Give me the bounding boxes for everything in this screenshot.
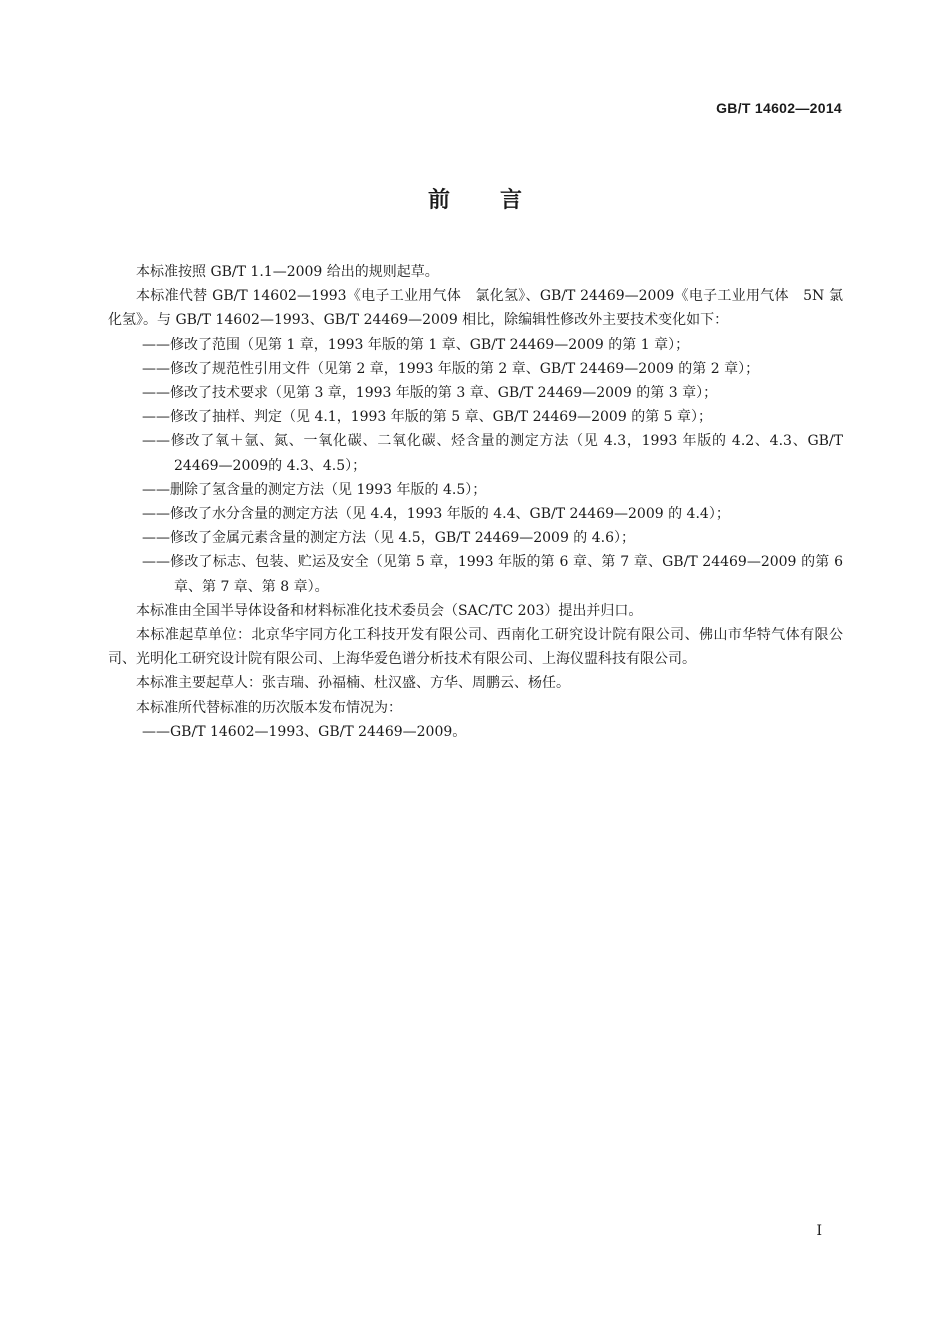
history-item: ——GB/T 14602—1993、GB/T 24469—2009。 xyxy=(142,723,467,740)
change-item: ——修改了氧＋氩、氮、一氧化碳、二氧化碳、烃含量的测定方法（见 4.3，1993 年版的 4.2、4.3、GB/T 24469—2009的 4.3、4.5）； xyxy=(142,433,843,474)
change-item: ——修改了标志、包装、贮运及安全（见第 5 章，1993 年版的第 6 章、第 7 章、GB/T 24469—2009 的第 6 章、第 7 章、第 8 章）。 xyxy=(142,554,843,595)
document-body xyxy=(108,260,843,744)
page-number: I xyxy=(816,1223,822,1239)
paragraph-history-intro: 本标准所代替标准的历次版本发布情况为： xyxy=(136,699,402,716)
change-item: ——修改了规范性引用文件（见第 2 章，1993 年版的第 2 章、GB/T 24469—2009 的第 2 章）； xyxy=(142,360,760,377)
page-title: 前言 xyxy=(427,188,572,213)
change-item: ——修改了金属元素含量的测定方法（见 4.5，GB/T 24469—2009 的 4.6）； xyxy=(142,530,636,547)
change-item: ——修改了范围（见第 1 章，1993 年版的第 1 章、GB/T 24469—2009 的第 1 章）； xyxy=(142,336,690,353)
paragraph-drafting-rules: 本标准按照 GB/T 1.1—2009 给出的规则起草。 xyxy=(136,264,439,280)
change-item: ——修改了抽样、判定（见 4.1，1993 年版的第 5 章、GB/T 24469—2009 的第 5 章）； xyxy=(142,409,712,426)
paragraph-committee: 本标准由全国半导体设备和材料标准化技术委员会（SAC/TC 203）提出并归口。 xyxy=(136,602,643,619)
change-item: ——删除了氢含量的测定方法（见 1993 年版的 4.5）； xyxy=(142,481,487,498)
paragraph-drafting-units: 本标准起草单位：北京华宇同方化工科技开发有限公司、西南化工研究设计院有限公司、佛山市华特气体有限公司、光明化工研究设计院有限公司、上海华爱色谱分析技术有限公司、上海仪盟科技有限公司。 xyxy=(108,627,843,668)
change-item: ——修改了水分含量的测定方法（见 4.4，1993 年版的 4.4、GB/T 24469—2009 的 4.4）； xyxy=(142,506,730,523)
paragraph-replacement: 本标准代替 GB/T 14602—1993《电子工业用气体 氯化氢》、GB/T 24469—2009《电子工业用气体 5N 氯化氢》。与 GB/T 14602—1993、GB/T 24469—2009 相比，除编辑性修改外主要技术变化如下： xyxy=(108,288,843,329)
paragraph-drafters: 本标准主要起草人：张吉瑞、孙福楠、杜汉盛、方华、周鹏云、杨任。 xyxy=(136,675,570,692)
standard-number: GB/T 14602—2014 xyxy=(716,100,842,116)
change-item: ——修改了技术要求（见第 3 章，1993 年版的第 3 章、GB/T 24469—2009 的第 3 章）； xyxy=(142,385,718,402)
